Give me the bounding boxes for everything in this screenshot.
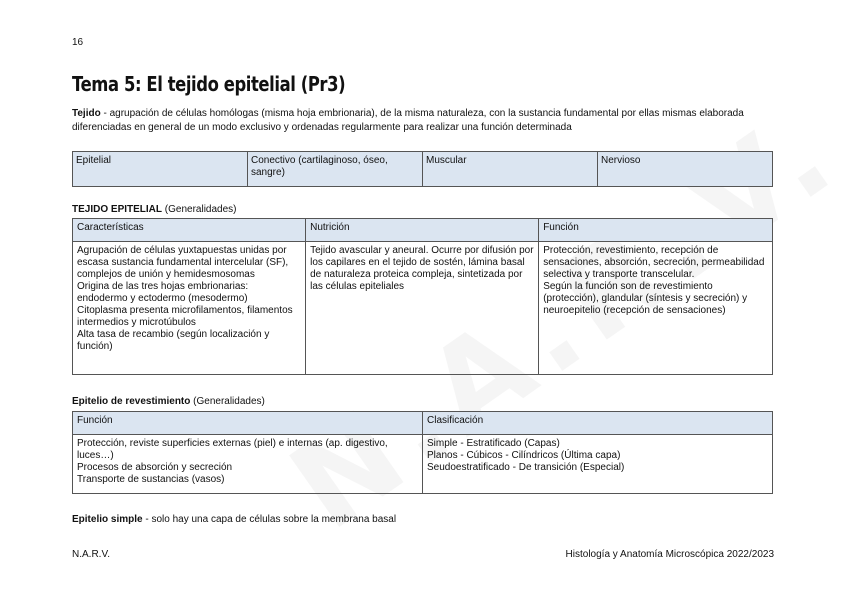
intro-definition: - agrupación de células homólogas (misma hoja embrionaria), de la misma naturaleza, con la sustancia fundamental por ellas mismas elaborada diferenciadas en general de un modo exclusivo y ordenadas regularmente para realizar una función determinada — [72, 108, 744, 133]
cell-line: Alta tasa de recambio (según localización y función) — [77, 329, 270, 352]
section-label-rest: (Generalidades) — [162, 204, 237, 215]
column-header: Función — [539, 219, 773, 242]
tissue-cell: Nervioso — [598, 152, 773, 187]
table-row — [73, 242, 773, 375]
simple-term: Epitelio simple — [72, 514, 143, 525]
cell-line: Protección, revestimiento, recepción de sensaciones, absorción, secreción, permeabilidad selectiva y transporte transcelular. — [543, 245, 765, 280]
footer-author: N.A.R.V. — [72, 549, 110, 560]
section-label-bold: TEJIDO EPITELIAL — [72, 204, 163, 215]
table-row — [73, 435, 773, 494]
column-header: Clasificación — [423, 412, 773, 435]
funcion-cell — [539, 242, 773, 375]
section-label-bold: Epitelio de revestimiento — [72, 396, 191, 407]
nutricion-cell — [306, 242, 539, 375]
tissue-types-table — [72, 151, 773, 187]
section-label-coating — [72, 396, 265, 407]
column-header: Características — [73, 219, 306, 242]
page-number: 16 — [72, 37, 84, 48]
section-label-rest: (Generalidades) — [190, 396, 265, 407]
caracteristicas-cell — [73, 242, 306, 375]
cell-line: Simple - Estratificado (Capas) — [427, 438, 560, 449]
tissue-cell: Muscular — [423, 152, 598, 187]
tissue-cell: Epitelial — [73, 152, 248, 187]
cell-line: Tejido avascular y aneural. Ocurre por difusión por los capilares en el tejido de sostén, lámina basal de naturaleza proteica compleja, sintetizada por las células epiteliales — [310, 245, 534, 292]
intro-paragraph — [72, 107, 772, 135]
cell-line: Transporte de sustancias (vasos) — [77, 474, 225, 485]
table-header-row — [73, 219, 773, 242]
cell-line: Planos - Cúbicos - Cilíndricos (Última capa) — [427, 450, 621, 461]
cell-line: Seudoestratificado - De transición (Especial) — [427, 462, 625, 473]
general-table — [72, 218, 773, 375]
cell-line: Citoplasma presenta microfilamentos, filamentos intermedios y microtúbulos — [77, 305, 293, 328]
tissue-cell: Conectivo (cartilaginoso, óseo, sangre) — [248, 152, 423, 187]
footer-course: Histología y Anatomía Microscópica 2022/2023 — [565, 549, 774, 560]
coating-table — [72, 411, 773, 494]
coating-funcion-cell — [73, 435, 423, 494]
cell-line: Agrupación de células yuxtapuestas unidas por escasa sustancia fundamental intercelular (SF), complejos de unión y hemidesmosomas — [77, 245, 289, 280]
cell-line: Protección, reviste superficies externas (piel) e internas (ap. digestivo, luces…) — [77, 438, 388, 461]
table-row — [73, 152, 773, 187]
table-header-row — [73, 412, 773, 435]
coating-clasificacion-cell — [423, 435, 773, 494]
simple-definition: - solo hay una capa de células sobre la membrana basal — [142, 514, 397, 525]
column-header: Función — [73, 412, 423, 435]
page-title: Tema 5: El tejido epitelial (Pr3) — [72, 72, 346, 96]
cell-line: Procesos de absorción y secreción — [77, 462, 233, 473]
column-header: Nutrición — [306, 219, 539, 242]
simple-epithelium-note — [72, 514, 396, 525]
cell-line: Origina de las tres hojas embrionarias: endodermo y ectodermo (mesodermo) — [77, 281, 249, 304]
cell-line: Según la función son de revestimiento (protección), glandular (síntesis y secreción) y neuroepitelio (recepción de sensaciones) — [543, 281, 748, 316]
intro-term: Tejido — [72, 108, 101, 119]
section-label-general — [72, 204, 237, 215]
